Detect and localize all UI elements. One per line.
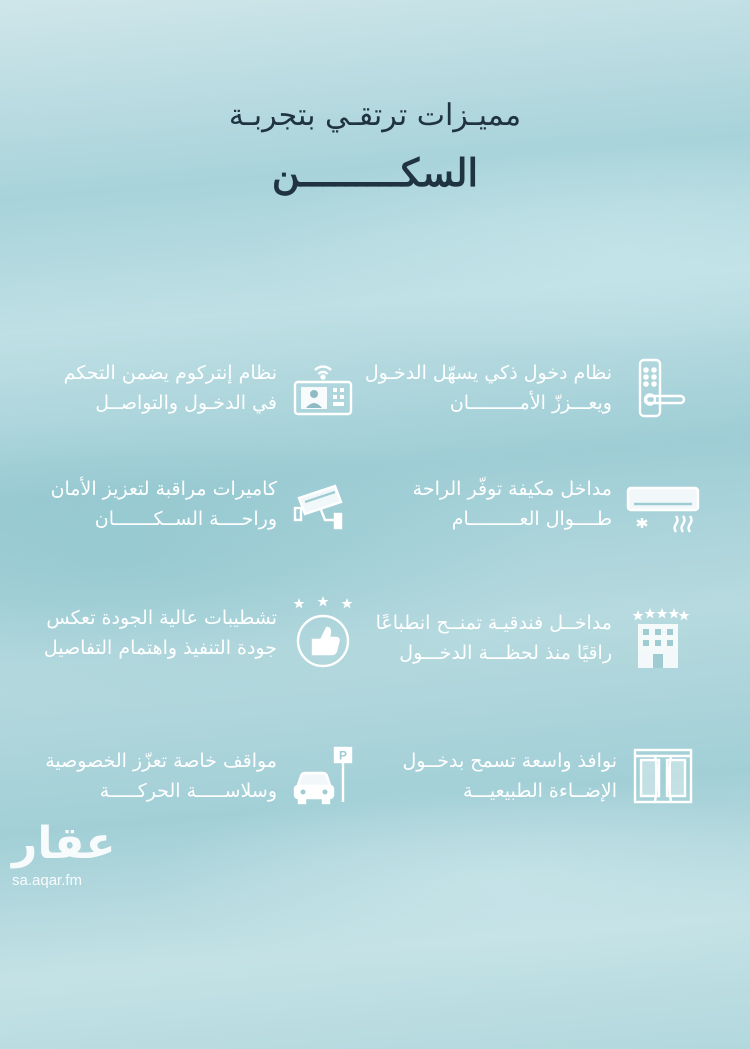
- smart-lock-icon: [626, 356, 690, 420]
- feature-hotel-entrances: [376, 606, 690, 670]
- feature-line: مواقف خاصة تعزّز الخصوصية: [45, 750, 277, 772]
- feature-line: راقيًا منذ لحظـــة الدخـــول: [399, 642, 612, 664]
- feature-line: وسلاســـــة الحركـــــة: [99, 780, 277, 802]
- feature-line: وراحــــة الســكـــــــان: [94, 508, 277, 530]
- feature-cameras: [51, 472, 355, 536]
- feature-intercom: [64, 356, 355, 420]
- parking-car-icon: [291, 744, 355, 808]
- feature-line: نظام إنتركوم يضمن التحكم: [63, 362, 277, 384]
- feature-wide-windows: [402, 744, 695, 808]
- feature-high-quality-finishes: [44, 596, 355, 670]
- window-curtains-icon: [631, 744, 695, 808]
- feature-line: ويعـــززّ الأمـــــــــان: [449, 392, 612, 414]
- feature-line: طــــوال العـــــــــام: [451, 508, 612, 530]
- feature-line: جودة التنفيذ واهتمام التفاصيل: [43, 637, 277, 659]
- feature-air-conditioned: [413, 472, 700, 536]
- feature-line: تشطيبات عالية الجودة تعكس: [46, 607, 277, 629]
- svg-text:P: P: [338, 748, 348, 763]
- security-camera-icon: [291, 472, 355, 536]
- page-subtitle: السكـــــــــن: [271, 150, 479, 195]
- feature-line: مداخل مكيفة توفّر الراحة: [412, 478, 612, 500]
- feature-line: مداخــل فندقيـة تمنــح انطباعًا: [375, 612, 612, 634]
- feature-line: الإضــاءة الطبيعيـــة: [462, 780, 617, 802]
- logo-url: sa.aqar.fm: [12, 872, 83, 889]
- feature-line: في الدخـول والتواصــل: [95, 392, 277, 414]
- feature-smart-entry: [365, 356, 690, 420]
- feature-line: نظام دخول ذكي يسهّل الدخـول: [364, 362, 612, 384]
- feature-line: كاميرات مراقبة لتعزيز الأمان: [50, 478, 277, 500]
- feature-line: نوافذ واسعة تسمح بدخــول: [402, 750, 617, 772]
- page-title: مميـزات ترتقـي بتجربـة: [228, 98, 522, 133]
- hotel-building-icon: [626, 606, 690, 670]
- thumbs-up-stars-icon: [291, 596, 355, 670]
- air-conditioner-icon: [626, 472, 700, 536]
- intercom-icon: [291, 356, 355, 420]
- aqar-logo: [12, 818, 116, 890]
- feature-private-parking: [45, 744, 355, 808]
- logo-word: عقار: [12, 818, 116, 869]
